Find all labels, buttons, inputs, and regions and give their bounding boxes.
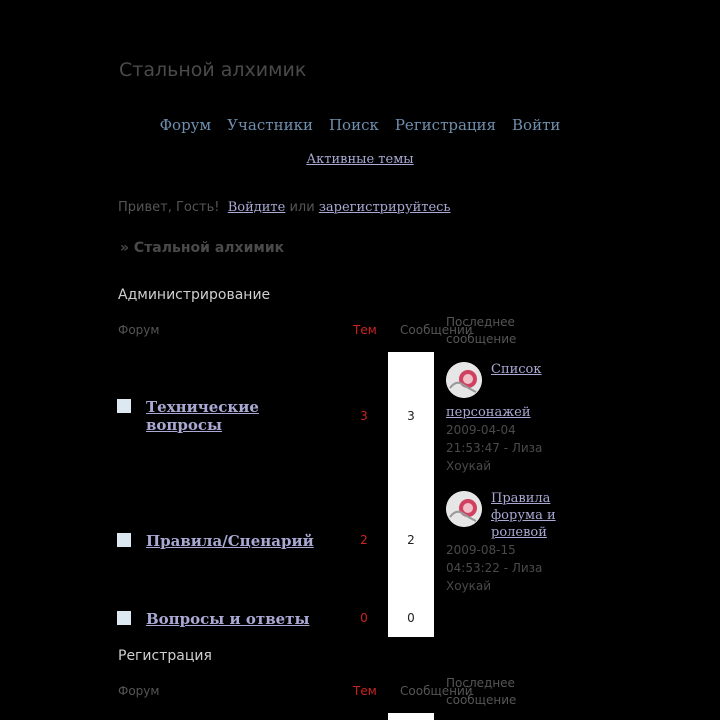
forum-link-rules[interactable]: Правила/Сценарий: [146, 532, 314, 550]
topic-count: 0: [360, 611, 368, 625]
col-header-forum: Форум: [118, 684, 160, 698]
col-header-last-post: Последнее сообщение: [446, 315, 517, 346]
forum-status-icon: [117, 399, 131, 413]
messages-column: [388, 713, 434, 720]
forum-name-line: вопросы: [146, 416, 223, 434]
topic-count: 2: [360, 533, 368, 547]
main-nav: [0, 116, 720, 134]
greeting: [118, 200, 451, 215]
nav-search[interactable]: Поиск: [328, 116, 379, 134]
messages-column: [388, 352, 434, 637]
last-post-link-cont[interactable]: персонажей: [446, 405, 531, 420]
nav-register[interactable]: Регистрация: [394, 116, 497, 134]
col-header-messages: Сообщений: [400, 684, 473, 698]
last-post-link[interactable]: [491, 490, 556, 541]
breadcrumb[interactable]: » Стальной алхимик: [120, 240, 285, 256]
last-post-meta: 2009-04-04 21:53:47 - Лиза Хоукай: [446, 423, 543, 473]
col-header-forum: Форум: [118, 323, 160, 337]
message-count: 3: [407, 409, 415, 423]
forum-link-technical[interactable]: [146, 398, 259, 434]
message-count: 2: [407, 533, 415, 547]
last-post-title-line: форума и: [491, 508, 556, 523]
avatar[interactable]: [446, 362, 482, 398]
nav-forum[interactable]: Форум: [159, 116, 212, 134]
category-title[interactable]: Администрирование: [118, 287, 271, 303]
nav-login[interactable]: Войти: [512, 116, 561, 134]
avatar[interactable]: [446, 491, 482, 527]
forum-name-line: Технические: [146, 398, 259, 416]
last-post-link[interactable]: Список: [491, 362, 542, 377]
col-header-topics: Тем: [353, 323, 377, 337]
forum-status-icon: [117, 611, 131, 625]
forum-link-qa[interactable]: Вопросы и ответы: [146, 610, 310, 628]
greeting-text: Привет, Гость!: [118, 200, 220, 215]
col-header-topics: Тем: [353, 684, 377, 698]
forum-status-icon: [117, 533, 131, 547]
col-header-last-post: Последнее сообщение: [446, 676, 517, 707]
login-link[interactable]: Войдите: [227, 200, 286, 215]
last-post-title-line: ролевой: [491, 525, 547, 540]
col-header-messages: Сообщений: [400, 323, 473, 337]
category-title[interactable]: Регистрация: [118, 648, 212, 664]
site-title: Стальной алхимик: [119, 59, 307, 81]
message-count: 0: [407, 611, 415, 625]
last-post-title-line: Правила: [491, 491, 551, 506]
greeting-or: или: [289, 200, 315, 215]
register-link[interactable]: зарегистрируйтесь: [318, 200, 451, 215]
topic-count: 3: [360, 409, 368, 423]
last-post-meta: 2009-08-15 04:53:22 - Лиза Хоукай: [446, 543, 543, 593]
nav-members[interactable]: Участники: [227, 116, 313, 134]
active-topics-link[interactable]: Активные темы: [306, 152, 414, 167]
